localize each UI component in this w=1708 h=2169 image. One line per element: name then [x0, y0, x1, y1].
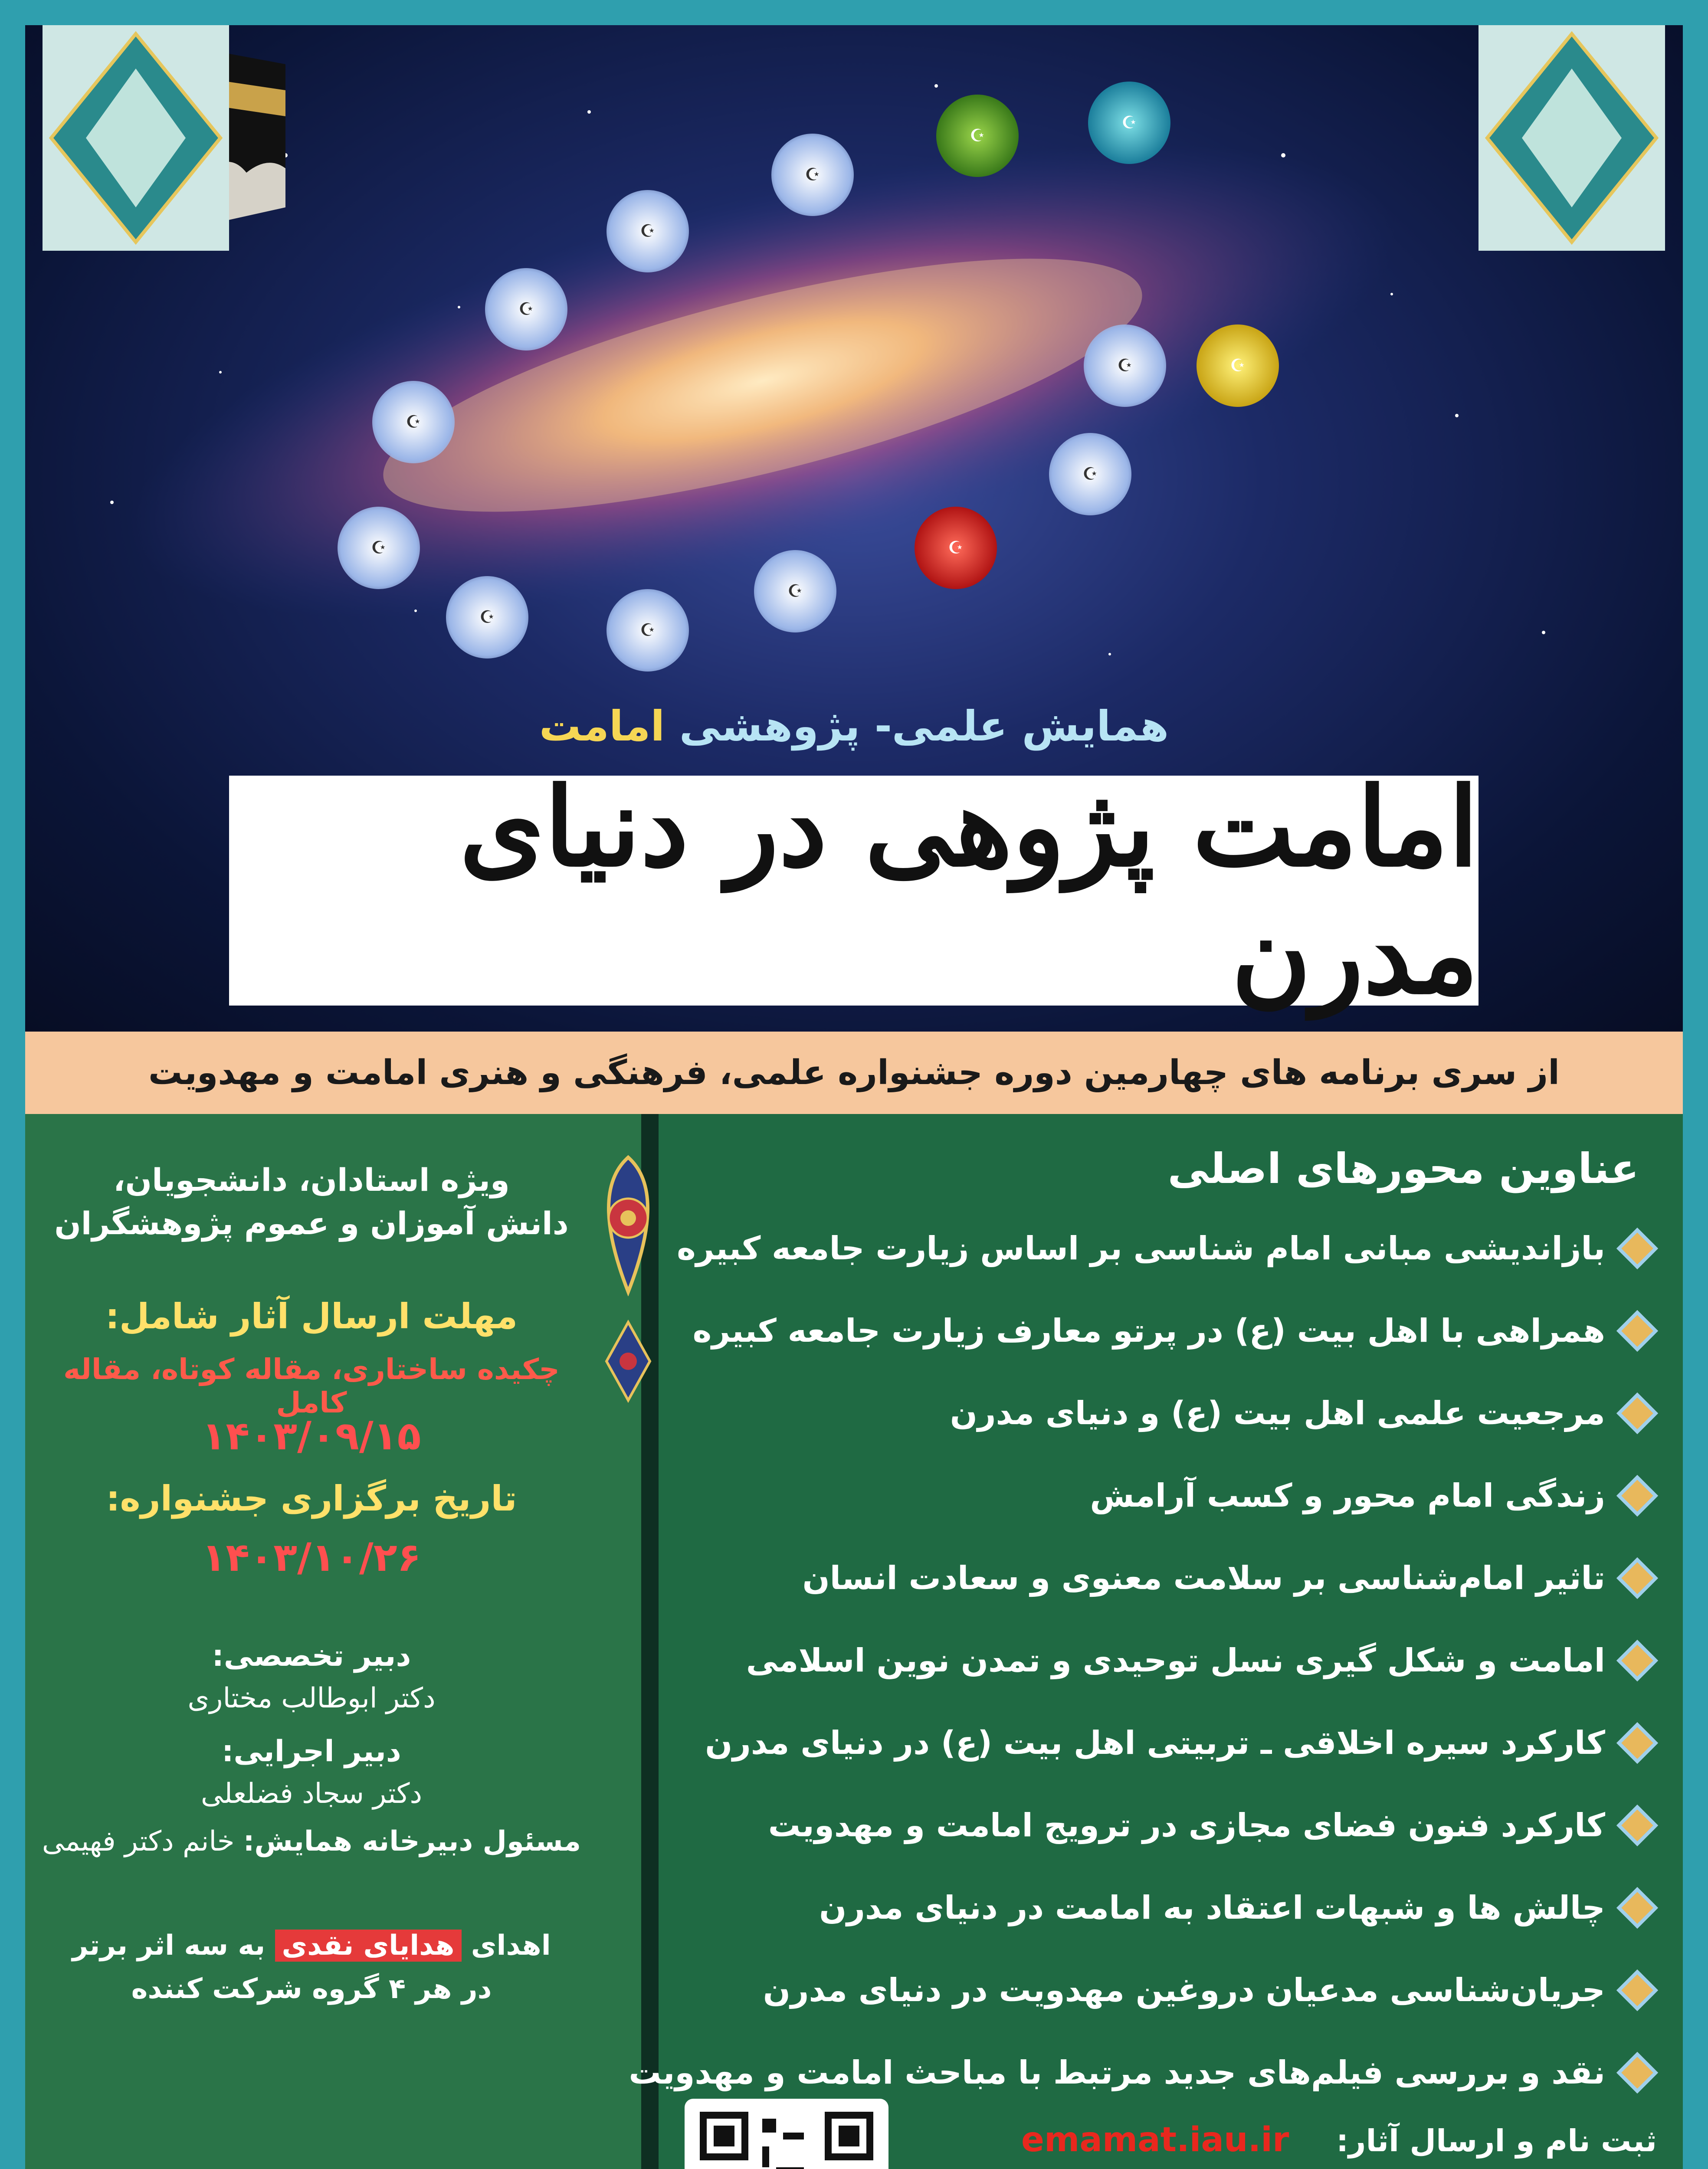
topic-item — [702, 1635, 1652, 1687]
topic-item — [677, 1222, 1652, 1275]
diamond-bullet-icon — [1616, 1640, 1658, 1681]
festival-date: ۱۴۰۳/۱۰/۲۶ — [202, 1535, 421, 1580]
conference-label — [25, 702, 1683, 750]
medallion-1: ☪ — [936, 95, 1019, 177]
register-line — [1021, 2120, 1657, 2159]
diamond-bullet-icon — [1616, 1805, 1658, 1846]
conference-label-highlight: امامت — [539, 702, 665, 750]
subtitle-band — [25, 1032, 1683, 1114]
audience-line-1: ویژه استادان، دانشجویان، — [113, 1162, 510, 1198]
left-tile-ornament — [43, 25, 229, 251]
prize-line-2: در هر ۴ گروه شرکت کننده — [131, 1973, 492, 2005]
medallion-9: ☪ — [606, 589, 689, 672]
main-title: امامت پژوهی در دنیای مدرن — [459, 763, 1479, 1018]
medallion-7: ☪ — [338, 507, 420, 589]
diamond-bullet-icon — [1616, 1557, 1658, 1599]
qr-code-card[interactable] — [685, 2099, 888, 2169]
diamond-bullet-icon — [1616, 2052, 1658, 2094]
office-head-label: مسئول دبیرخانه همایش: — [243, 1825, 581, 1858]
topic-text: جریان‌شناسی مدعیان دروغین مهدویت در دنیای مدرن — [763, 1972, 1605, 2009]
medallion-13: ☪ — [1084, 324, 1166, 407]
scientific-secretary-label: دبیر تخصصی: — [212, 1639, 411, 1673]
topic-text: تاثیر امام‌شناسی بر سلامت معنوی و سعادت انسان — [802, 1560, 1605, 1597]
medallion-8: ☪ — [446, 576, 528, 659]
prize-highlight: هدایای نقدی — [275, 1930, 462, 1962]
topic-item — [702, 1964, 1652, 2016]
medallion-12: ☪ — [1049, 433, 1131, 515]
festival-heading: تاریخ برگزاری جشنواره: — [106, 1478, 517, 1519]
medallion-10: ☪ — [754, 550, 836, 632]
medallion-14: ☪ — [1197, 324, 1279, 407]
islamic-ornament-icon — [585, 1153, 672, 1296]
medallion-2: ☪ — [1088, 82, 1170, 164]
diamond-bullet-icon — [1616, 1887, 1658, 1929]
topic-item — [629, 2047, 1652, 2099]
register-label: ثبت نام و ارسال آثار: — [1336, 2123, 1657, 2159]
medallion-6: ☪ — [372, 381, 455, 463]
topic-text: زندگی امام محور و کسب آرامش — [1090, 1477, 1605, 1514]
topic-item — [702, 1799, 1652, 1851]
topic-item — [692, 1305, 1652, 1357]
galaxy-header — [25, 25, 1683, 1032]
deadline-heading: مهلت ارسال آثار شامل: — [105, 1296, 518, 1337]
medallion-3: ☪ — [771, 134, 854, 216]
executive-secretary-name: دکتر سجاد فضلعلی — [201, 1778, 422, 1810]
topic-text: مرجعیت علمی اهل بیت (ع) و دنیای مدرن — [950, 1395, 1605, 1432]
topic-text: بازاندیشی مبانی امام شناسی بر اساس زیارت جامعه کبیره — [677, 1230, 1605, 1267]
small-ornament-icon — [585, 1318, 672, 1405]
diamond-bullet-icon — [1616, 1722, 1658, 1764]
main-title-band — [229, 763, 1479, 1018]
diamond-bullet-icon — [1616, 1310, 1658, 1352]
audience-line-2: دانش آموزان و عموم پژوهشگران — [54, 1205, 569, 1242]
qr-code-icon[interactable] — [700, 2112, 873, 2169]
prize-post: به سه اثر برتر — [72, 1930, 266, 1962]
diamond-bullet-icon — [1616, 1228, 1658, 1269]
medallion-5: ☪ — [485, 268, 567, 351]
topic-text: همراهی با اهل بیت (ع) در پرتو معارف زیارت جامعه کبیره — [692, 1312, 1605, 1350]
topic-text: امامت و شکل گیری نسل توحیدی و تمدن نوین اسلامی — [746, 1642, 1605, 1679]
diamond-bullet-icon — [1616, 1475, 1658, 1517]
diamond-bullet-icon — [1616, 1392, 1658, 1434]
topic-text: کارکرد فنون فضای مجازی در ترویج امامت و مهدویت — [768, 1807, 1605, 1844]
office-head-line — [25, 1825, 598, 1858]
executive-secretary-label: دبیر اجرایی: — [222, 1734, 401, 1769]
topic-item — [702, 1717, 1652, 1769]
subtitle: از سری برنامه های چهارمین دوره جشنواره علمی، فرهنگی و هنری امامت و مهدویت — [148, 1053, 1560, 1092]
topic-item — [702, 1882, 1652, 1934]
prize-line-1 — [25, 1930, 598, 1962]
poster — [25, 25, 1683, 2169]
office-head-name: خانم دکتر فهیمی — [42, 1825, 235, 1858]
deadline-date: ۱۴۰۳/۰۹/۱۵ — [202, 1413, 421, 1459]
topics-heading: عناوین محورهای اصلی — [1167, 1144, 1639, 1193]
deadline-types: چکیده ساختاری، مقاله کوتاه، مقاله کامل — [63, 1353, 560, 1419]
website-link[interactable]: emamat.iau.ir — [1021, 2120, 1289, 2159]
scientific-secretary-name: دکتر ابوطالب مختاری — [187, 1682, 436, 1714]
medallion-4: ☪ — [606, 190, 689, 272]
topic-text: نقد و بررسی فیلم‌های جدید مرتبط با مباحث امامت و مهدویت — [629, 2054, 1605, 2091]
diamond-bullet-icon — [1616, 1969, 1658, 2011]
topic-item — [702, 1387, 1652, 1439]
topic-text: کارکرد سیره اخلاقی ـ تربیتی اهل بیت (ع) در دنیای مدرن — [705, 1724, 1605, 1762]
medallion-11: ☪ — [915, 507, 997, 589]
topic-item — [702, 1470, 1652, 1522]
topic-text: چالش ها و شبهات اعتقاد به امامت در دنیای مدرن — [819, 1889, 1605, 1927]
prize-pre: اهدای — [471, 1930, 551, 1962]
right-tile-ornament — [1479, 25, 1665, 251]
topic-item — [702, 1552, 1652, 1604]
conference-label-text: همایش علمی- پژوهشی — [679, 702, 1169, 750]
